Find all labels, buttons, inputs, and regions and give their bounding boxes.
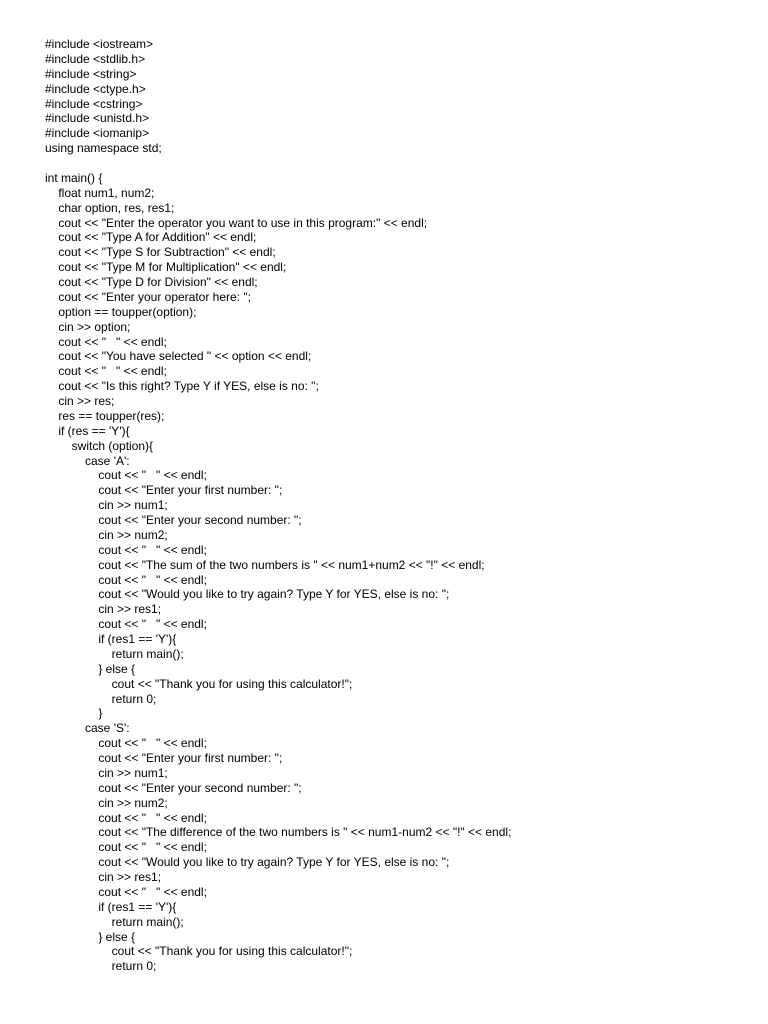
code-line: switch (option){ [45,438,154,453]
code-line: if (res1 == 'Y'){ [45,632,177,646]
code-line: cout << " " << endl; [45,364,167,379]
source-code-block [45,37,511,974]
code-line: cout << " " << endl; [45,572,207,587]
code-line: cout << "Thank you for using this calculator!"; [45,676,353,691]
code-line: cout << " " << endl; [45,810,207,825]
code-line: #include <unistd.h> [45,111,150,126]
code-line: #include <iomanip> [45,126,150,141]
code-line: cout << " " << endl; [45,884,207,899]
code-line: cout << "Enter your first number: "; [45,751,283,765]
code-line: cout << "Is this right? Type Y if YES, else is no: "; [45,379,319,394]
code-line: cout << "Enter your second number: "; [45,780,302,795]
code-line: cout << "The sum of the two numbers is " << num1+num2 << "!" << endl; [45,557,485,572]
code-line: cout << "Type D for Division" << endl; [45,275,258,289]
code-line: case 'S': [45,721,130,736]
code-line: cout << "You have selected " << option << endl; [45,349,312,364]
code-line: cin >> res1; [45,870,162,884]
code-line: cin >> num2; [45,527,168,542]
code-line: cin >> num1; [45,498,168,513]
code-line: cin >> res1; [45,602,162,617]
code-line: cin >> num2; [45,795,168,810]
code-line: cin >> res; [45,394,115,408]
code-line: cout << " " << endl; [45,617,207,632]
code-line: cin >> option; [45,319,131,334]
code-line: cout << "Would you like to try again? Type Y for YES, else is no: "; [45,587,450,602]
code-line: cin >> num1; [45,765,168,780]
code-line: return 0; [45,691,157,706]
code-line: cout << " " << endl; [45,542,207,557]
code-line: cout << " " << endl; [45,468,207,483]
code-line: cout << " " << endl; [45,736,207,751]
code-line: cout << "Would you like to try again? Type Y for YES, else is no: "; [45,855,450,870]
code-line: res == toupper(res); [45,408,165,423]
code-line: option == toupper(option); [45,304,197,319]
code-line: cout << "The difference of the two numbers is " << num1-num2 << "!" << endl; [45,825,512,840]
code-line: cout << "Enter the operator you want to use in this program:" << endl; [45,215,428,230]
code-line: return 0; [45,959,157,974]
code-line: return main(); [45,914,184,929]
code-line: } [45,706,103,721]
code-line: #include <ctype.h> [45,81,146,96]
code-line: using namespace std; [45,141,162,156]
code-line: cout << " " << endl; [45,840,207,855]
code-line: } else { [45,929,136,944]
code-line: cout << "Enter your second number: "; [45,513,302,527]
code-line: cout << " " << endl; [45,334,167,349]
code-line: float num1, num2; [45,185,155,200]
code-line: if (res1 == 'Y'){ [45,899,177,914]
code-line: #include <cstring> [45,96,143,111]
code-line: cout << "Enter your operator here: "; [45,289,251,304]
code-line: char option, res, res1; [45,200,175,215]
code-line: return main(); [45,646,184,661]
code-line: case 'A': [45,453,130,468]
code-line: #include <stdlib.h> [45,51,146,66]
code-line: cout << "Enter your first number: "; [45,483,283,498]
code-line: cout << "Type M for Multiplication" << endl; [45,260,287,275]
code-line: cout << "Thank you for using this calculator!"; [45,944,353,959]
code-line: } else { [45,661,136,676]
code-line: cout << "Type S for Subtraction" << endl; [45,245,276,260]
code-line: cout << "Type A for Addition" << endl; [45,230,257,245]
code-line [45,156,511,171]
code-line: int main() { [45,170,103,185]
code-line: #include <iostream> [45,37,154,51]
code-line: if (res == 'Y'){ [45,423,130,438]
code-line: #include <string> [45,66,137,81]
